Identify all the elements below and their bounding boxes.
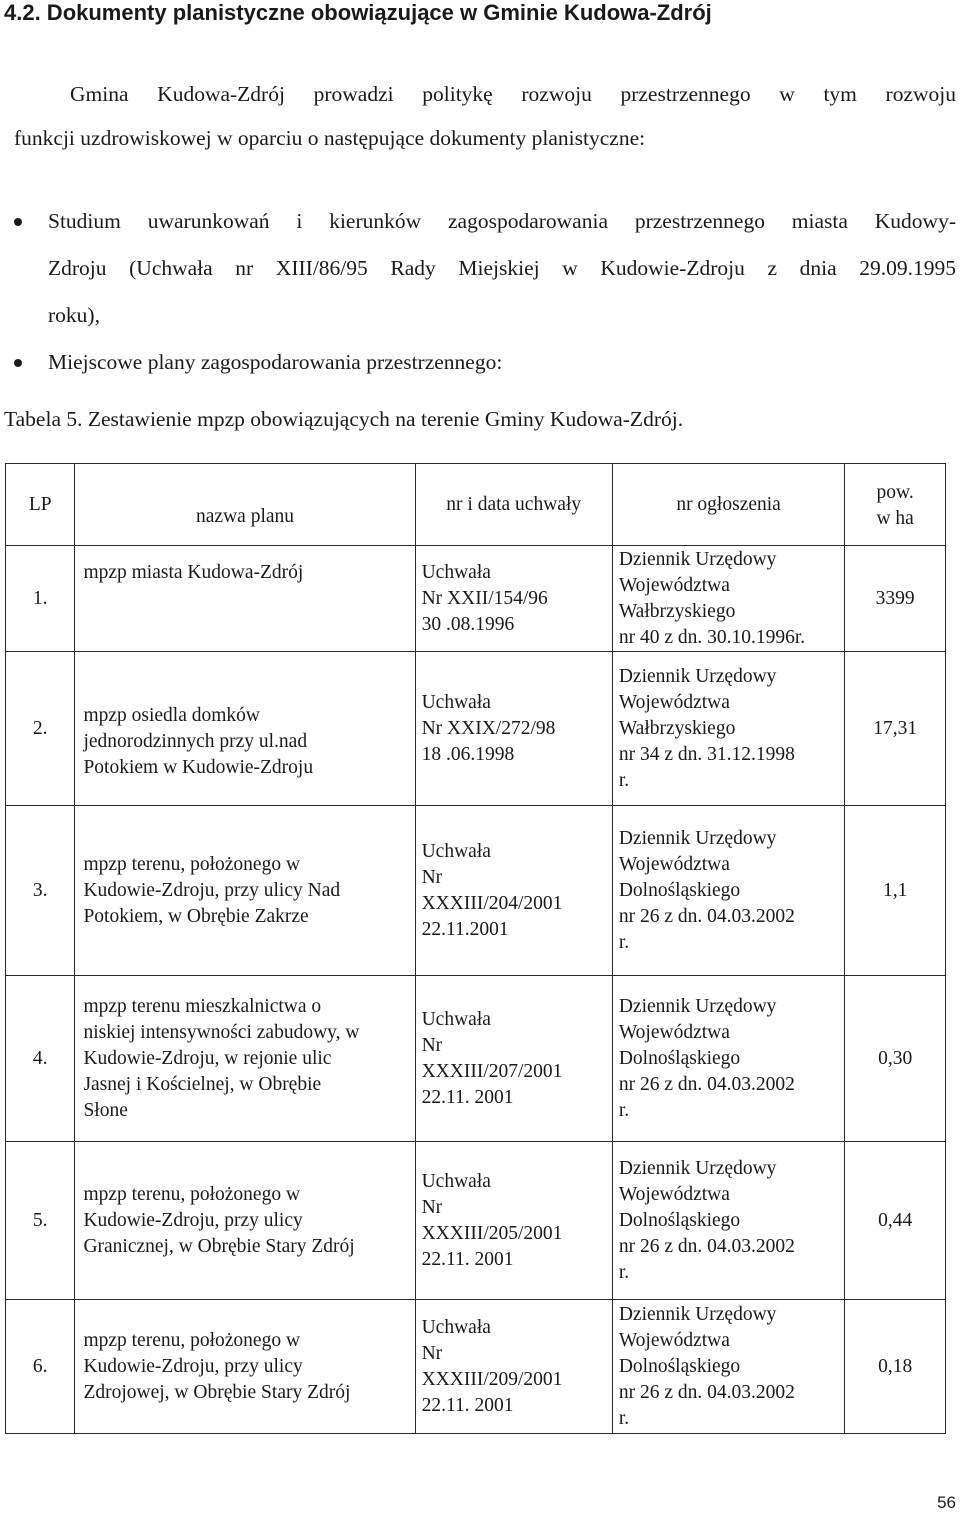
cell-announcement-line: nr 26 z dn. 04.03.2002 [618,1073,795,1095]
header-lp: LP [6,464,75,546]
cell-name [75,652,415,806]
cell-lp-line: 3. [32,879,48,901]
list-item-line: Miejscowe plany zagospodarowania przestrzennego: [48,350,503,374]
cell-announcement-line: Województwa [618,691,730,713]
cell-resolution [415,1300,612,1434]
cell-name-line: Kudowie-Zdroju, przy ulicy [83,1355,303,1377]
cell-area-line: 0,30 [878,1047,913,1069]
cell-announcement [612,1300,844,1434]
cell-announcement [612,1142,844,1300]
cell-announcement-line: Dziennik Urzędowy [618,548,777,570]
cell-resolution-line: Nr [421,1196,443,1218]
cell-announcement-line: Dolnośląskiego [618,1047,741,1069]
cell-lp [6,976,75,1142]
cell-announcement [612,976,844,1142]
header-area-line: pow. [876,482,914,503]
cell-area [845,1300,946,1434]
cell-area-line: 0,18 [878,1355,913,1377]
header-resolution: nr i data uchwały [415,464,612,546]
cell-lp [6,1142,75,1300]
cell-announcement-line: Dziennik Urzędowy [618,1303,777,1325]
table-header-row [6,464,946,546]
cell-announcement-line: nr 26 z dn. 04.03.2002 [618,1235,795,1257]
cell-name-line: jednorodzinnych przy ul.nad [83,731,308,752]
cell-area [845,1142,946,1300]
cell-lp-line: 4. [32,1047,48,1069]
table-caption: Tabela 5. Zestawienie mpzp obowiązujących na terenie Gminy Kudowa-Zdrój. [4,407,684,431]
cell-name-line: mpzp terenu, położonego w [83,853,301,875]
cell-resolution-line: 22.11. 2001 [421,1248,514,1270]
cell-announcement-line: Dziennik Urzędowy [618,995,777,1017]
table-row [6,546,946,652]
cell-resolution-line: Nr [421,866,443,888]
header-announcement: nr ogłoszenia [612,464,844,546]
cell-announcement-line: r. [618,931,630,953]
cell-name-line: Potokiem w Kudowie-Zdroju [83,757,314,778]
cell-resolution [415,546,612,652]
cell-announcement-line: Wałbrzyskiego [618,717,736,739]
cell-announcement-line: r. [618,769,630,791]
cell-resolution-line: Nr XXII/154/96 [421,587,548,609]
cell-name-line: mpzp terenu, położonego w [83,1183,301,1205]
cell-lp-line: 1. [32,587,48,609]
cell-name-line: Zdrojowej, w Obrębie Stary Zdrój [83,1381,351,1403]
cell-announcement [612,806,844,976]
cell-announcement-line: r. [618,1099,630,1121]
cell-area-line: 0,44 [878,1209,913,1231]
cell-name [75,546,415,652]
header-area [845,464,946,546]
list-item-studium [14,198,956,339]
cell-resolution-line: Uchwała [421,561,491,583]
cell-announcement-line: Dolnośląskiego [618,879,741,901]
cell-announcement-line: Województwa [618,574,730,596]
cell-lp-line: 2. [32,717,48,739]
cell-area-line: 17,31 [873,717,918,739]
cell-resolution [415,806,612,976]
cell-name-line: Jasnej i Kościelnej, w Obrębie [83,1073,322,1095]
table-row [6,1300,946,1434]
cell-name [75,1300,415,1434]
cell-resolution [415,652,612,806]
cell-resolution-line: Uchwała [421,840,491,862]
cell-name [75,1142,415,1300]
cell-name-line: Granicznej, w Obrębie Stary Zdrój [83,1235,355,1257]
cell-announcement [612,652,844,806]
cell-name-line: mpzp terenu, położonego w [83,1329,301,1351]
cell-resolution-line: Uchwała [421,1008,491,1030]
intro-paragraph [14,72,956,160]
cell-resolution-line: Nr [421,1034,443,1056]
cell-announcement-line: r. [618,1407,630,1429]
cell-name-line: Kudowie-Zdroju, w rejonie ulic [83,1047,332,1069]
cell-resolution-line: XXXIII/209/2001 [421,1368,563,1390]
cell-area [845,652,946,806]
header-name: nazwa planu [75,464,415,546]
cell-name [75,976,415,1142]
bullet-icon [14,218,22,226]
page-number: 56 [937,1493,956,1512]
cell-area [845,546,946,652]
cell-lp [6,546,75,652]
list-item-line: Studium uwarunkowań i kierunków zagospodarowania przestrzennego miasta Kudowy- [48,209,956,233]
list-item-line: Zdroju (Uchwała nr XIII/86/95 Rady Miejskiej w Kudowie-Zdroju z dnia 29.09.1995 [48,256,956,280]
cell-lp [6,652,75,806]
cell-resolution-line: XXXIII/207/2001 [421,1060,563,1082]
cell-announcement-line: nr 34 z dn. 31.12.1998 [618,743,795,765]
cell-lp-line: 6. [32,1355,48,1377]
cell-name-line: Kudowie-Zdroju, przy ulicy [83,1209,303,1231]
cell-announcement-line: Dolnośląskiego [618,1355,741,1377]
cell-resolution-line: 18 .06.1998 [421,743,515,765]
cell-announcement-line: Województwa [618,853,730,875]
cell-resolution-line: XXXIII/205/2001 [421,1222,563,1244]
intro-line-1: Gmina Kudowa-Zdrój prowadzi politykę rozwoju przestrzennego w tym rozwoju [70,82,956,106]
cell-area [845,806,946,976]
cell-resolution-line: 22.11. 2001 [421,1086,514,1108]
cell-resolution-line: Nr XXIX/272/98 [421,717,556,739]
cell-name-line: mpzp miasta Kudowa-Zdrój [83,562,304,583]
cell-announcement-line: Dolnośląskiego [618,1209,741,1231]
cell-announcement-line: nr 26 z dn. 04.03.2002 [618,1381,795,1403]
cell-announcement-line: r. [618,1261,630,1283]
table-row [6,976,946,1142]
cell-resolution-line: 22.11. 2001 [421,1394,514,1416]
list-item-line: roku), [48,303,100,327]
cell-resolution-line: Uchwała [421,1316,491,1338]
cell-announcement-line: Dziennik Urzędowy [618,1157,777,1179]
cell-announcement-line: Województwa [618,1329,730,1351]
cell-name-line: niskiej intensywności zabudowy, w [83,1021,360,1043]
cell-name-line: Potokiem, w Obrębie Zakrze [83,905,309,927]
cell-name [75,806,415,976]
cell-resolution [415,976,612,1142]
cell-announcement-line: Wałbrzyskiego [618,600,736,622]
cell-resolution [415,1142,612,1300]
cell-name-line: mpzp terenu mieszkalnictwa o [83,995,322,1017]
cell-lp-line: 5. [32,1209,48,1231]
cell-name-line: Kudowie-Zdroju, przy ulicy Nad [83,879,341,901]
cell-resolution-line: Uchwała [421,691,491,713]
document-list [14,198,956,386]
cell-resolution-line: 30 .08.1996 [421,613,515,635]
cell-lp [6,806,75,976]
cell-name-line: Słone [83,1099,128,1121]
cell-name-line: mpzp osiedla domków [83,705,260,726]
cell-resolution-line: Nr [421,1342,443,1364]
cell-announcement-line: Dziennik Urzędowy [618,665,777,687]
cell-area-line: 3399 [875,587,915,609]
cell-resolution-line: 22.11.2001 [421,918,509,940]
cell-announcement [612,546,844,652]
table-row [6,652,946,806]
cell-announcement-line: Dziennik Urzędowy [618,827,777,849]
cell-lp [6,1300,75,1434]
cell-announcement-line: Województwa [618,1183,730,1205]
cell-resolution-line: XXXIII/204/2001 [421,892,563,914]
cell-area [845,976,946,1142]
cell-resolution-line: Uchwała [421,1170,491,1192]
table-row [6,806,946,976]
cell-announcement-line: nr 26 z dn. 04.03.2002 [618,905,795,927]
table-row [6,1142,946,1300]
intro-line-2: funkcji uzdrowiskowej w oparciu o następujące dokumenty planistyczne: [14,126,646,150]
list-item-mpzp [14,339,956,386]
bullet-icon [14,359,22,367]
cell-announcement-line: Województwa [618,1021,730,1043]
plans-table [5,463,946,1434]
cell-announcement-line: nr 40 z dn. 30.10.1996r. [618,626,806,648]
cell-area-line: 1,1 [882,879,908,901]
section-heading: 4.2. Dokumenty planistyczne obowiązujące w Gminie Kudowa-Zdrój [4,0,712,25]
header-area-line: w ha [876,508,914,529]
